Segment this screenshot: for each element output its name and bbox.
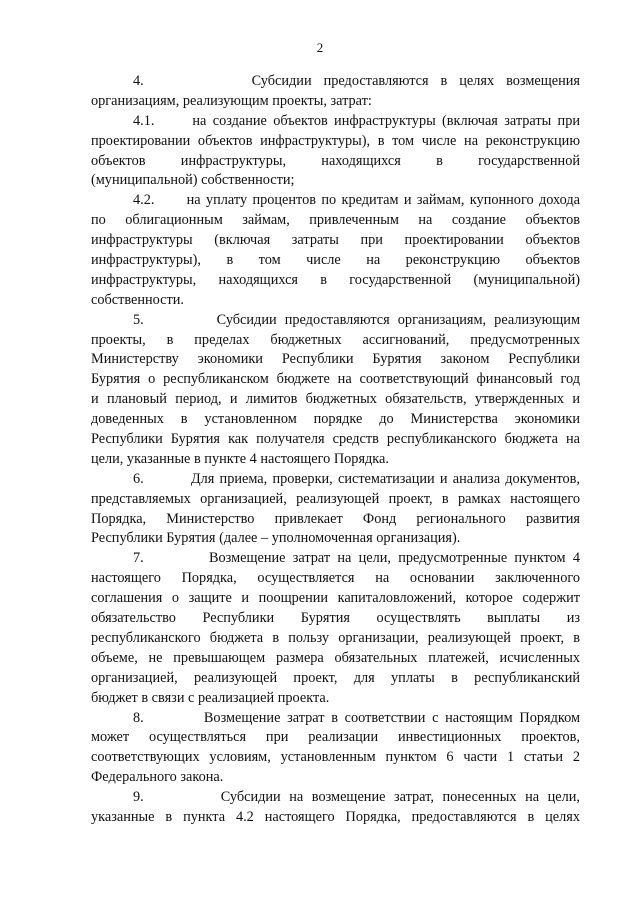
- paragraph-line: республиканского бюджета в пользу организации, реализующей проект, в: [91, 629, 580, 646]
- paragraph-line: собственности.: [91, 291, 184, 308]
- paragraph-line: цели, указанные в пункте 4 настоящего Порядка.: [91, 450, 389, 467]
- paragraph-line: инфраструктуры, находящихся в государственной (муниципальной): [91, 271, 580, 288]
- paragraph-line: инфраструктуры (включая затраты при проектировании объектов: [91, 232, 580, 249]
- paragraph-first-line: 6. Для приема, проверки, систематизации и анализа документов,: [133, 470, 580, 487]
- paragraph-first-line: 8. Возмещение затрат в соответствии с настоящим Порядком: [133, 709, 580, 726]
- paragraph-line: Бурятия о республиканском бюджете на соответствующий финансовый год: [91, 371, 580, 388]
- document-body: [91, 72, 580, 828]
- paragraph-line: может осуществляться при реализации инвестиционных проектов,: [91, 729, 580, 746]
- paragraph-line: соглашения о защите и поощрении капиталовложений, которое содержит: [91, 590, 580, 607]
- paragraph-line: представляемых организацией, реализующей проект, в рамках настоящего: [91, 490, 580, 507]
- paragraph-line: (муниципальной) собственности;: [91, 172, 295, 189]
- paragraph-first-line: 4. Субсидии предоставляются в целях возмещения: [133, 73, 580, 89]
- page-number: 2: [316, 40, 324, 55]
- paragraph-line: Порядка, Министерство привлекает Фонд регионального развития: [91, 510, 580, 527]
- paragraph-line: по облигационным займам, привлеченным на создание объектов: [91, 212, 580, 229]
- paragraph-line: указанные в пункта 4.2 настоящего Порядка, предоставляются в целях: [91, 808, 580, 825]
- paragraph-line: Федерального закона.: [91, 769, 224, 786]
- paragraph-line: доведенных в установленном порядке до Министерства экономики: [91, 411, 580, 428]
- paragraph-line: обязательство Республики Бурятия осуществлять выплаты из: [91, 610, 580, 627]
- paragraph-line: организацией, реализующей проект, для уплаты в республиканский: [91, 669, 580, 686]
- paragraph-first-line: 5. Субсидии предоставляются организациям, реализующим: [133, 311, 580, 328]
- paragraph-first-line: 4.2. на уплату процентов по кредитам и займам, купонного дохода: [133, 192, 580, 209]
- paragraph-line: объеме, не превышающем размера обязательных платежей, исчисленных: [91, 649, 580, 666]
- paragraph-line: Министерству экономики Республики Бурятия законом Республики: [91, 351, 580, 368]
- paragraph-line: настоящего Порядка, осуществляется на основании заключенного: [91, 570, 580, 587]
- paragraph-first-line: 7. Возмещение затрат на цели, предусмотренные пунктом 4: [133, 550, 580, 567]
- paragraph-first-line: 9. Субсидии на возмещение затрат, понесенных на цели,: [133, 789, 580, 806]
- paragraph-line: организациям, реализующим проекты, затрат:: [91, 92, 372, 109]
- paragraph-line: инфраструктуры), в том числе на реконструкцию объектов: [91, 252, 580, 269]
- paragraph-line: бюджет в связи с реализацией проекта.: [91, 689, 330, 706]
- paragraph-line: и плановый период, и лимитов бюджетных обязательств, утвержденных и: [91, 391, 580, 408]
- paragraph-line: соответствующих условиям, установленным пунктом 6 части 1 статьи 2: [91, 749, 580, 766]
- paragraph-line: Республики Бурятия (далее – уполномоченная организация).: [91, 530, 461, 547]
- paragraph-first-line: 4.1. на создание объектов инфраструктуры (включая затраты при: [133, 112, 580, 129]
- paragraph-line: проектировании объектов инфраструктуры), в том числе на реконструкцию: [91, 132, 580, 149]
- paragraph-line: Республики Бурятия как получателя средств республиканского бюджета на: [91, 431, 580, 448]
- paragraph-line: проекты, в пределах бюджетных ассигнований, предусмотренных: [91, 331, 580, 348]
- paragraph-line: объектов инфраструктуры, находящихся в государственной: [91, 152, 580, 169]
